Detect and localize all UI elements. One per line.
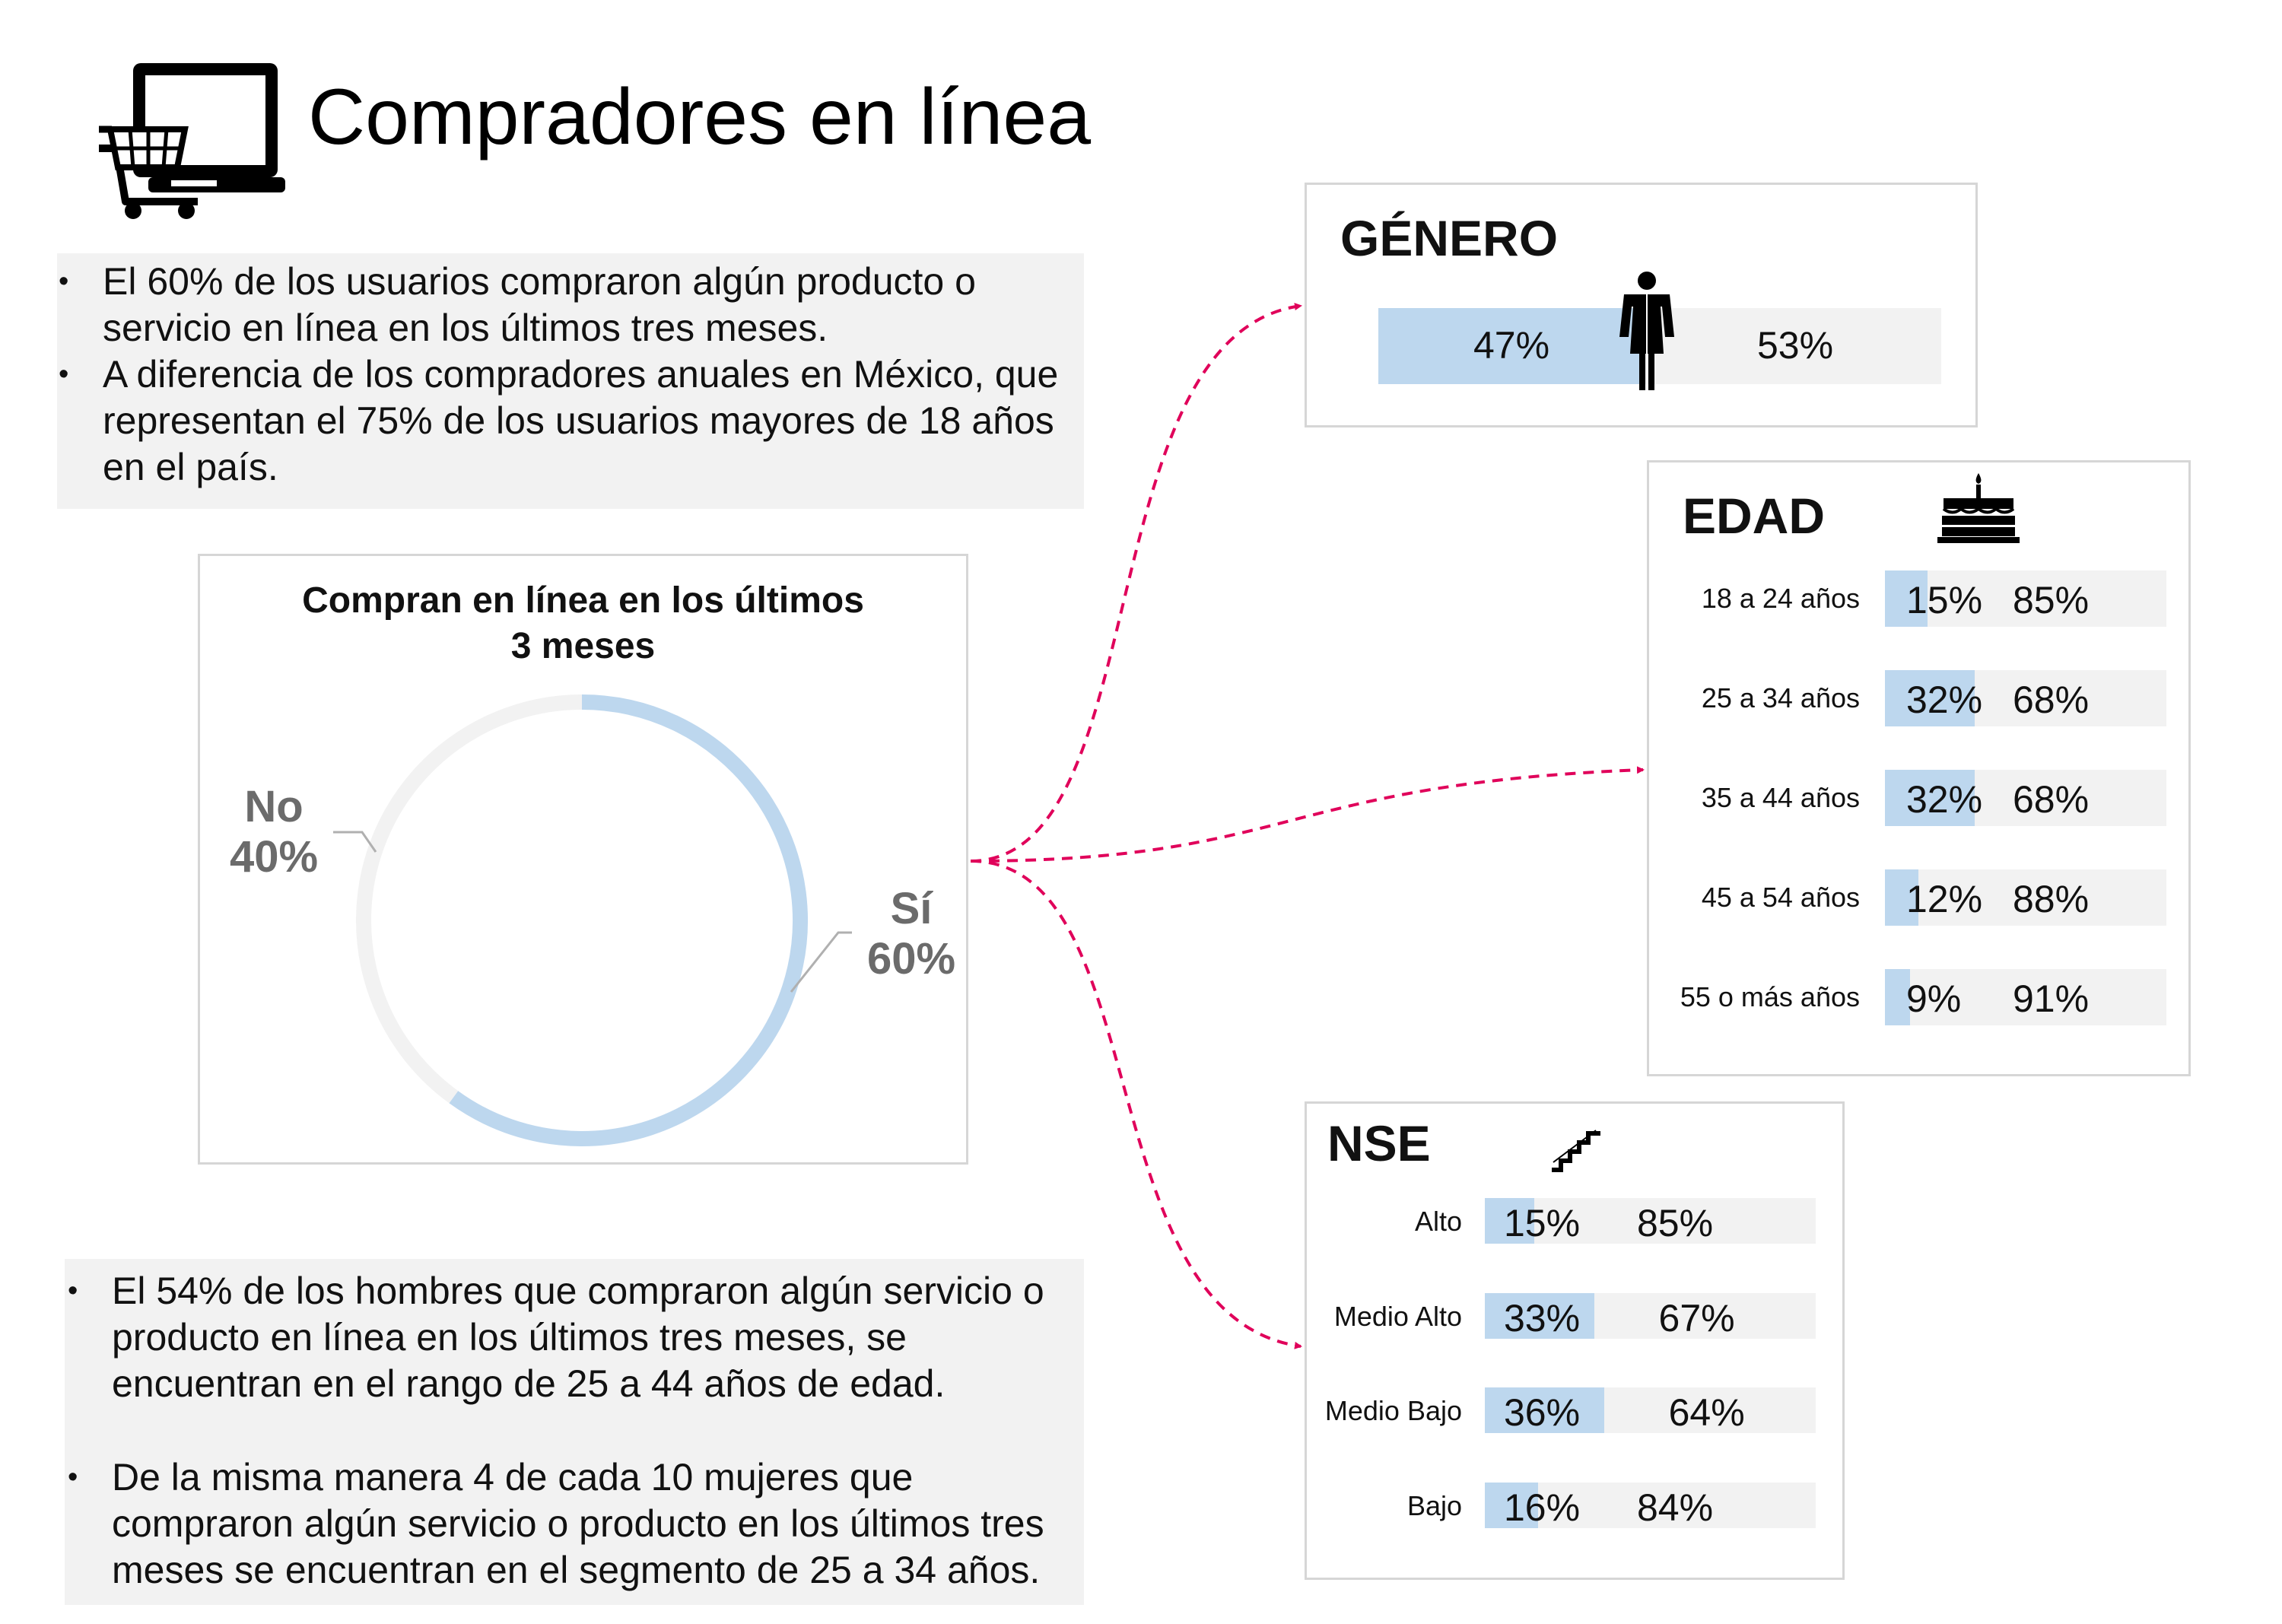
edad-value: 32%: [1906, 778, 1983, 821]
edad-remainder-value: 68%: [2013, 679, 2090, 721]
edad-row-label: 55 o más años: [1680, 981, 1860, 1012]
nse-row-label: Medio Alto: [1333, 1300, 1462, 1332]
nse-remainder-value: 85%: [1637, 1202, 1714, 1244]
nse-remainder-value: 67%: [1658, 1296, 1735, 1340]
nse-row-label: Alto: [1414, 1206, 1462, 1237]
genero-title: GÉNERO: [1340, 210, 1559, 266]
nse-remainder-value: 84%: [1637, 1486, 1714, 1529]
arrow-to-genero: [971, 306, 1301, 861]
edad-row-label: 45 a 54 años: [1701, 882, 1860, 913]
nse-value: 15%: [1504, 1202, 1581, 1244]
edad-title: EDAD: [1683, 488, 1826, 544]
donut-chart-title: Compran en línea en los últimos 3 meses: [302, 580, 864, 666]
nse-title: NSE: [1327, 1115, 1431, 1171]
edad-remainder-value: 88%: [2013, 878, 2090, 920]
edad-remainder-value: 91%: [2013, 977, 2090, 1020]
nse-row-label: Bajo: [1406, 1489, 1462, 1521]
nse-value: 16%: [1504, 1486, 1581, 1529]
arrow-to-edad: [971, 770, 1643, 861]
page-title: Compradores en línea: [308, 73, 1092, 161]
nse-value: 36%: [1504, 1391, 1581, 1434]
stairs-icon: [1550, 1127, 1603, 1173]
genero-value-women: 53%: [1757, 324, 1834, 367]
genero-value-men: 47%: [1473, 324, 1550, 367]
edad-row-label: 18 a 24 años: [1701, 583, 1860, 614]
nse-row-label: Medio Bajo: [1324, 1395, 1462, 1426]
edad-row-label: 35 a 44 años: [1701, 782, 1860, 813]
edad-remainder-value: 85%: [2013, 579, 2090, 621]
arrow-to-nse: [971, 861, 1301, 1346]
bottom-note-item: • De la misma manera 4 de cada 10 mujeres que compraron algún servicio o producto en los últimos tres meses se encuentran en el segmento de 25 a 34 años.: [112, 1454, 1084, 1594]
birthday-cake-icon: [1936, 472, 2021, 544]
top-note-item: • El 60% de los usuarios compraron algún producto o servicio en línea en los últimos tres meses.: [103, 259, 1084, 351]
top-note-item: • A diferencia de los compradores anuales en México, que representan el 75% de los usuarios mayores de 18 años en el país.: [103, 351, 1084, 491]
edad-value: 32%: [1906, 679, 1983, 721]
nse-remainder-value: 64%: [1668, 1391, 1745, 1434]
edad-value: 15%: [1906, 579, 1983, 621]
nse-value: 33%: [1504, 1296, 1581, 1340]
man-woman-icon: [1616, 270, 1677, 392]
edad-value: 12%: [1906, 878, 1983, 920]
donut-label-no: No 40%: [229, 782, 319, 882]
edad-value: 9%: [1906, 977, 1962, 1020]
edad-row-label: 25 a 34 años: [1701, 682, 1860, 713]
bottom-note-item: • El 54% de los hombres que compraron algún servicio o producto en línea en los últimos tres meses, se encuentran en el rango de 25 a 44 años de edad.: [112, 1268, 1084, 1407]
edad-remainder-value: 68%: [2013, 778, 2090, 821]
donut-label-si: Sí 60%: [866, 884, 956, 984]
